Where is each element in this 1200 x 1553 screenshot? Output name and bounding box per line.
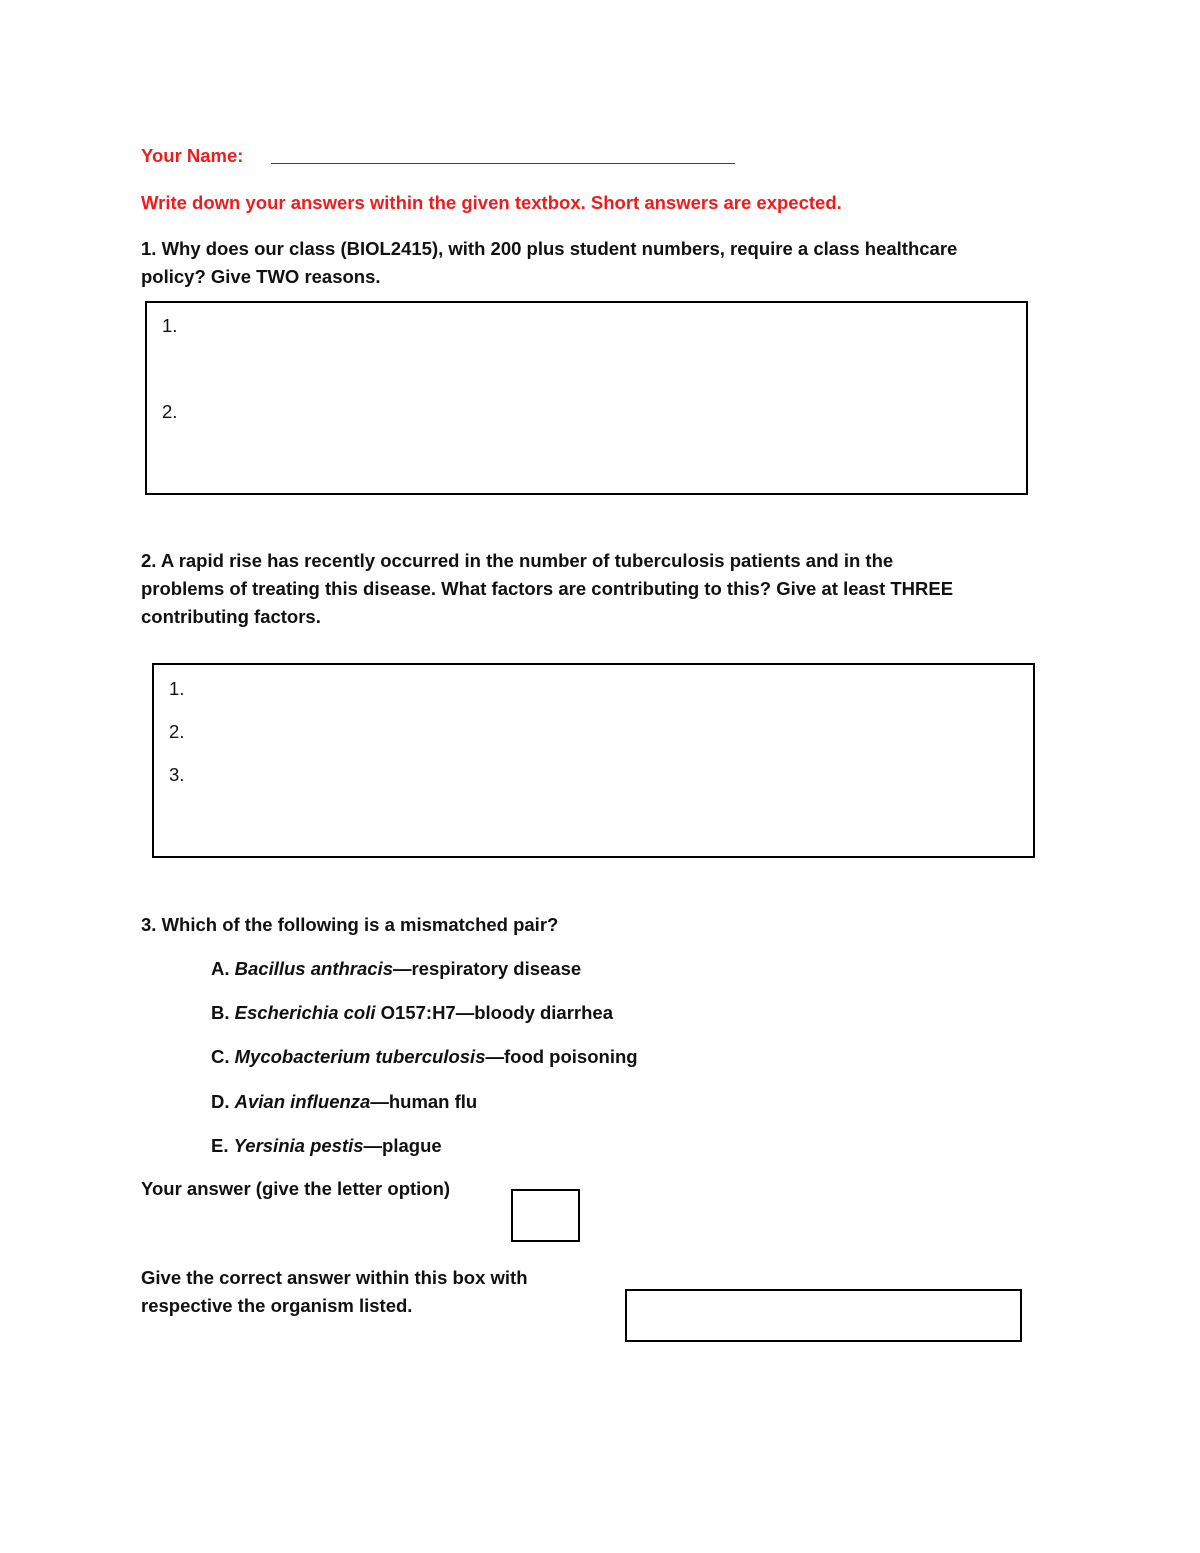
q1-text-line1: 1. Why does our class (BIOL2415), with 200 plus student numbers, require a class healthcare [141, 238, 958, 259]
option-letter: D. [211, 1091, 230, 1112]
option-organism: Avian influenza [234, 1091, 371, 1112]
q2-text-line3: contributing factors. [141, 606, 321, 627]
name-input-line[interactable] [271, 143, 735, 164]
option-letter: B. [211, 1002, 230, 1023]
instruction-text: Write down your answers within the given textbox. Short answers are expected. [141, 192, 842, 213]
option-letter: E. [211, 1135, 229, 1156]
option-rest: —food poisoning [485, 1046, 638, 1067]
option-organism: Escherichia coli [234, 1002, 376, 1023]
option-letter: C. [211, 1046, 230, 1067]
option-letter: A. [211, 958, 230, 979]
q3-letter-answer-box[interactable] [511, 1189, 580, 1242]
q1-answer-box[interactable] [145, 301, 1028, 495]
q3-option-b [211, 999, 613, 1027]
q2-item-2: 2. [169, 721, 185, 742]
option-organism: Bacillus anthracis [234, 958, 393, 979]
q2-item-3: 3. [169, 764, 185, 785]
q3-option-e [211, 1132, 442, 1160]
q1-item-1: 1. [162, 315, 178, 336]
q3-option-c [211, 1043, 638, 1071]
q3-answer-label: Your answer (give the letter option) [141, 1178, 451, 1199]
option-organism: Yersinia pestis [233, 1135, 364, 1156]
q1-item-2: 2. [162, 401, 178, 422]
option-rest: O157:H7—bloody diarrhea [375, 1002, 613, 1023]
q2-text-line2: problems of treating this disease. What factors are contributing to this? Give at least THREE [141, 578, 954, 599]
q3-correct-answer-box[interactable] [625, 1289, 1022, 1342]
name-label: Your Name: [141, 145, 244, 166]
option-rest: —plague [363, 1135, 442, 1156]
q2-text-line1: 2. A rapid rise has recently occurred in the number of tuberculosis patients and in the [141, 550, 894, 571]
q3-correct-label-line2: respective the organism listed. [141, 1295, 413, 1316]
q3-question: 3. Which of the following is a mismatched pair? [141, 914, 559, 935]
q2-answer-box[interactable] [152, 663, 1035, 858]
option-organism: Mycobacterium tuberculosis [234, 1046, 486, 1067]
q1-text-line2: policy? Give TWO reasons. [141, 266, 381, 287]
q3-correct-label-line1: Give the correct answer within this box with [141, 1267, 528, 1288]
q3-option-a [211, 955, 581, 983]
q2-item-1: 1. [169, 678, 185, 699]
option-rest: —human flu [370, 1091, 478, 1112]
option-rest: —respiratory disease [392, 958, 582, 979]
q3-option-d [211, 1088, 477, 1116]
